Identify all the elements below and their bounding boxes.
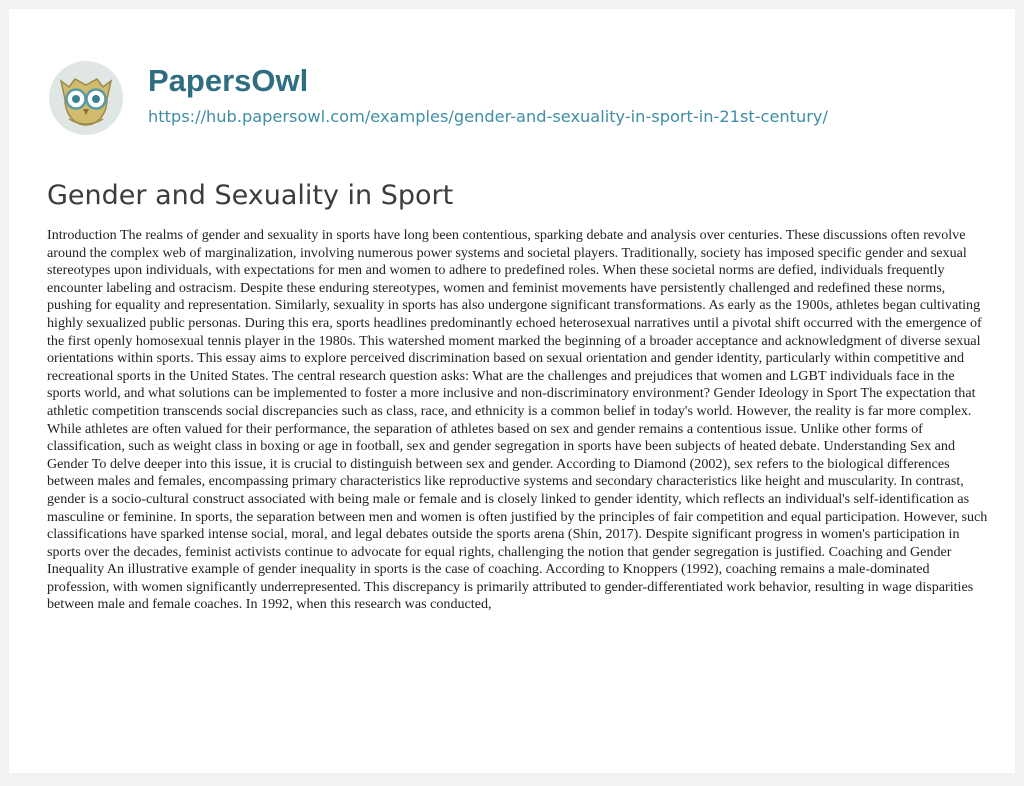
- essay-title: Gender and Sexuality in Sport: [47, 180, 454, 211]
- document-page: [9, 9, 1015, 773]
- brand-name[interactable]: PapersOwl: [148, 63, 309, 98]
- source-url-link[interactable]: https://hub.papersowl.com/examples/gender-and-sexuality-in-sport-in-21st-century/: [148, 107, 828, 126]
- site-header: [47, 49, 947, 149]
- owl-logo-icon: [47, 59, 125, 137]
- essay-body: Introduction The realms of gender and sexuality in sports have long been contentious, sparking debate and analysis over centuries. These discussions often revolve around the complex web of marginalization, involving numerous power systems and societal players. Traditionally, society has imposed specific gender and sexual stereotypes upon individuals, with expectations for men and women to adhere to predefined roles. When these societal norms are defied, individuals frequently encounter labeling and ostracism. Despite these enduring stereotypes, women and feminist movements have persistently challenged and redefined these norms, pushing for equality and representation. Similarly, sexuality in sports has also undergone significant transformations. As early as the 1900s, athletes began cultivating highly sexualized public personas. During this era, sports headlines predominantly echoed heterosexual narratives until a pivotal shift occurred with the emergence of the first openly homosexual tennis player in the 1980s. This watershed moment marked the beginning of a broader acceptance and acknowledgment of diverse sexual orientations within sports. This essay aims to explore perceived discrimination based on sexual orientation and gender identity, particularly within competitive and recreational sports in the United States. The central research question asks: What are the challenges and prejudices that women and LGBT individuals face in the sports world, and what solutions can be implemented to foster a more inclusive and non-discriminatory environment? Gender Ideology in Sport The expectation that athletic competition transcends social discrepancies such as class, race, and ethnicity is a common belief in today's world. However, the reality is far more complex. While athletes are often valued for their performance, the separation of athletes based on sex and gender remains a contentious issue. Unlike other forms of classification, such as weight class in boxing or age in football, sex and gender segregation in sports have been subjects of heated debate. Understanding Sex and Gender To delve deeper into this issue, it is crucial to distinguish between sex and gender. According to Diamond (2002), sex refers to the biological differences between males and females, encompassing primary characteristics like reproductive systems and secondary characteristics like height and muscularity. In contrast, gender is a socio-cultural construct associated with being male or female and is closely linked to gender identity, which reflects an individual's self-identification as masculine or feminine. In sports, the separation between men and women is often justified by the principles of fair competition and equal participation. However, such classifications have sparked intense social, moral, and legal debates outside the sports arena (Shin, 2017). Despite significant progress in women's participation in sports over the decades, feminist activists continue to advocate for equal rights, challenging the notion that gender segregation is justified. Coaching and Gender Inequality An illustrative example of gender inequality in sports is the case of coaching. According to Knoppers (1992), coaching remains a male-dominated profession, with women significantly underrepresented. This discrepancy is primarily attributed to gender-differentiated work behavior, resulting in wage disparities between male and female coaches. In 1992, when this research was conducted,: [47, 227, 988, 613]
